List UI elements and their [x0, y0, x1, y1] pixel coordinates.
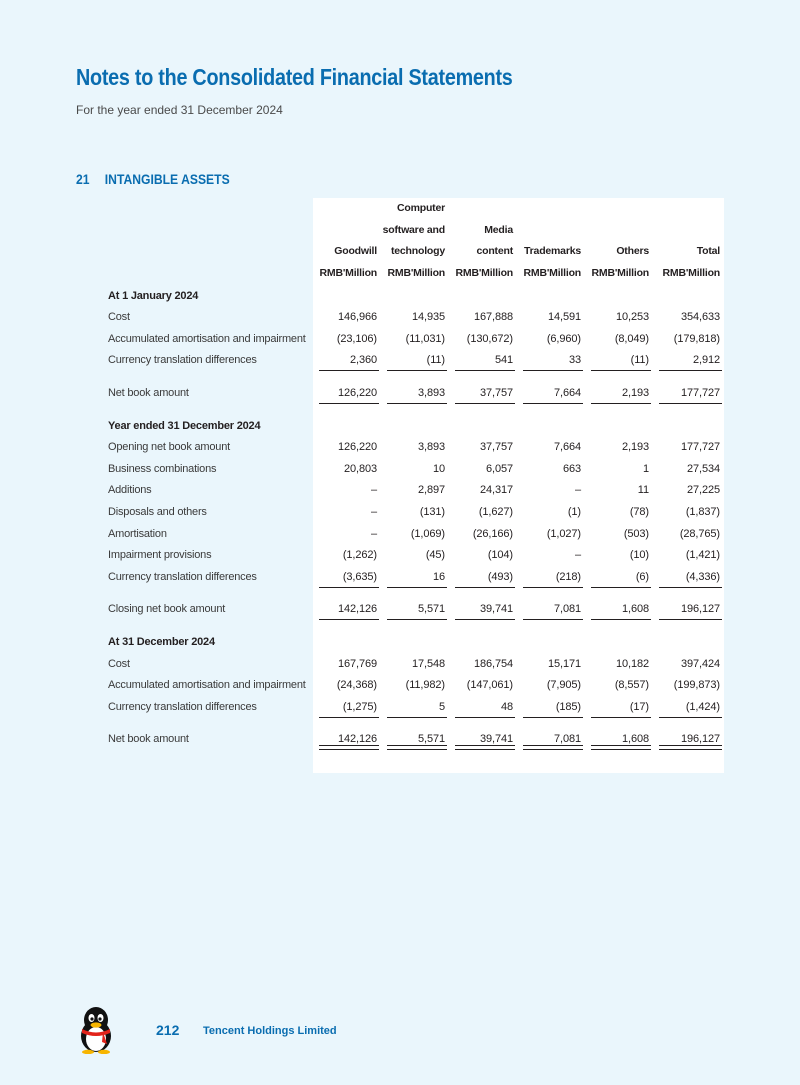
value-cell: 5,571 [381, 599, 449, 621]
column-header-line [517, 198, 581, 220]
value-cell: (10) [629, 549, 649, 562]
column-header-trademarks [517, 198, 585, 285]
value-cell [585, 631, 653, 653]
value-cell: (1,069) [410, 527, 445, 540]
value-cell: 126,220 [337, 441, 377, 454]
spacer-cell [104, 620, 724, 631]
column-header-line [585, 220, 649, 242]
value-cell: 7,664 [517, 382, 585, 404]
table-row [104, 653, 724, 675]
value-cell [313, 631, 381, 653]
column-header-unit: RMB'Million [523, 267, 581, 280]
column-header-total [653, 198, 724, 285]
row-label: Impairment provisions [108, 549, 212, 562]
row-label: Accumulated amortisation and impairment [108, 679, 306, 692]
spacer-cell [104, 371, 724, 382]
column-header-line: Others [616, 245, 649, 258]
column-header-line: Goodwill [334, 245, 377, 258]
value-cell: – [574, 484, 581, 497]
value-cell: (199,873) [673, 679, 720, 692]
value-cell: (11) [381, 350, 449, 372]
table-row [104, 328, 724, 350]
column-header-line: Media [484, 223, 513, 236]
value-cell: 27,225 [686, 484, 720, 497]
value-cell: (1,424) [653, 696, 724, 718]
table-row [104, 436, 724, 458]
column-header-media-content [449, 198, 517, 285]
value-cell: 177,727 [653, 382, 724, 404]
value-cell: 39,741 [449, 729, 517, 751]
value-cell: 397,424 [680, 657, 720, 670]
value-cell: (45) [425, 549, 445, 562]
column-header-line: content [476, 245, 513, 258]
column-header-line: Computer [397, 202, 445, 214]
column-header-unit: RMB'Million [662, 267, 720, 280]
value-cell: (1) [567, 505, 581, 518]
value-cell: 20,803 [343, 462, 377, 475]
value-cell: 10,253 [615, 311, 649, 324]
value-cell: (11,982) [405, 679, 445, 692]
value-cell: 663 [562, 462, 581, 475]
value-cell: (8,049) [614, 332, 649, 345]
value-cell: (6,960) [546, 332, 581, 345]
row-label: Disposals and others [108, 505, 207, 518]
value-cell: 5 [381, 696, 449, 718]
column-header-unit: RMB'Million [455, 267, 513, 280]
value-cell: (28,765) [679, 527, 720, 540]
spacer-cell [104, 588, 724, 599]
value-cell: 2,360 [313, 350, 381, 372]
value-cell: (26,166) [472, 527, 513, 540]
column-header-others [585, 198, 653, 285]
value-cell: (1,027) [546, 527, 581, 540]
value-cell: 39,741 [449, 599, 517, 621]
value-cell: 146,966 [337, 311, 377, 324]
value-cell [517, 285, 585, 307]
value-cell [653, 415, 724, 437]
value-cell [585, 415, 653, 437]
value-cell: (23,106) [336, 332, 377, 345]
table-group-row [104, 631, 724, 653]
row-label: Net book amount [108, 386, 189, 399]
value-cell: 33 [517, 350, 585, 372]
spacer-row [104, 718, 724, 729]
row-label: Business combinations [108, 462, 217, 475]
header-label-cell [104, 198, 313, 285]
value-cell [313, 285, 381, 307]
value-cell: (503) [623, 527, 649, 540]
value-cell: (11) [585, 350, 653, 372]
value-cell: 15,171 [547, 657, 581, 670]
column-header-unit: RMB'Million [591, 267, 649, 280]
value-cell [449, 285, 517, 307]
column-header-line: Trademarks [524, 245, 581, 258]
value-cell [585, 285, 653, 307]
value-cell: 2,193 [621, 441, 649, 454]
page-subtitle: For the year ended 31 December 2024 [76, 103, 283, 117]
column-header-line: Total [696, 245, 720, 258]
value-cell: 37,757 [449, 382, 517, 404]
value-cell [517, 631, 585, 653]
value-cell: 3,893 [417, 441, 445, 454]
table-row [104, 458, 724, 480]
value-cell: 1,608 [585, 729, 653, 751]
table-row [104, 501, 724, 523]
value-cell: 126,220 [313, 382, 381, 404]
value-cell [449, 631, 517, 653]
value-cell: 11 [637, 484, 649, 497]
value-cell: – [370, 505, 377, 518]
section-title: INTANGIBLE ASSETS [104, 172, 230, 187]
spacer-row [104, 404, 724, 415]
spacer-row [104, 371, 724, 382]
row-label: Closing net book amount [108, 603, 226, 616]
column-header-unit: RMB'Million [319, 267, 377, 280]
table-row [104, 544, 724, 566]
value-cell: 3,893 [381, 382, 449, 404]
value-cell: 5,571 [381, 729, 449, 751]
value-cell [381, 631, 449, 653]
value-cell: 167,888 [473, 311, 513, 324]
value-cell: 1 [642, 462, 649, 475]
value-cell: 16 [381, 566, 449, 588]
value-cell: 48 [449, 696, 517, 718]
column-header-line [449, 198, 513, 220]
value-cell: (8,557) [614, 679, 649, 692]
value-cell: 7,664 [553, 441, 581, 454]
value-cell: 354,633 [680, 311, 720, 324]
spacer-row [104, 588, 724, 599]
row-label: Year ended 31 December 2024 [108, 419, 261, 432]
row-label: Cost [108, 311, 130, 324]
value-cell: (131) [419, 505, 445, 518]
value-cell [449, 415, 517, 437]
column-header-line [517, 220, 581, 242]
table-row [104, 729, 724, 751]
table-row [104, 696, 724, 718]
spacer-row [104, 620, 724, 631]
table-group-row [104, 415, 724, 437]
footer-company-name: Tencent Holdings Limited [203, 1025, 337, 1037]
row-label: Net book amount [108, 733, 189, 746]
row-label: Amortisation [108, 527, 167, 540]
column-header-goodwill [313, 198, 381, 285]
value-cell: (4,336) [653, 566, 724, 588]
value-cell: (1,421) [685, 549, 720, 562]
column-header-line [653, 198, 720, 220]
value-cell: (24,368) [336, 679, 377, 692]
value-cell: – [370, 527, 377, 540]
row-label: Opening net book amount [108, 441, 230, 454]
table-header-row [104, 198, 724, 285]
value-cell: (1,837) [685, 505, 720, 518]
value-cell: 196,127 [653, 599, 724, 621]
value-cell: (6) [585, 566, 653, 588]
table-group-row [104, 285, 724, 307]
table-row [104, 382, 724, 404]
column-header-line [313, 198, 377, 220]
row-label: Cost [108, 657, 130, 670]
row-label: At 1 January 2024 [108, 289, 199, 302]
row-label: Accumulated amortisation and impairment [108, 332, 306, 345]
value-cell [381, 285, 449, 307]
value-cell: 167,769 [337, 657, 377, 670]
value-cell: 14,591 [547, 311, 581, 324]
value-cell: (185) [517, 696, 585, 718]
value-cell: (1,275) [313, 696, 381, 718]
row-label: Currency translation differences [108, 570, 257, 583]
value-cell: 186,754 [473, 657, 513, 670]
value-cell: (218) [517, 566, 585, 588]
value-cell: (17) [585, 696, 653, 718]
value-cell: 27,534 [686, 462, 720, 475]
page-number: 212 [156, 1022, 180, 1038]
table-row [104, 350, 724, 372]
page-title: Notes to the Consolidated Financial Statements [76, 64, 513, 90]
row-label: Currency translation differences [108, 354, 257, 367]
value-cell: 7,081 [517, 729, 585, 751]
row-label: At 31 December 2024 [108, 635, 215, 648]
value-cell: – [370, 484, 377, 497]
value-cell: (104) [487, 549, 513, 562]
value-cell [517, 415, 585, 437]
value-cell: (179,818) [673, 332, 720, 345]
value-cell: 37,757 [479, 441, 513, 454]
value-cell: – [574, 549, 581, 562]
value-cell: 142,126 [313, 729, 381, 751]
section-number: 21 [76, 172, 90, 187]
spacer-cell [104, 718, 724, 729]
value-cell: 17,548 [411, 657, 445, 670]
value-cell: 2,912 [653, 350, 724, 372]
table-row [104, 523, 724, 545]
column-header-line: software and [382, 223, 445, 236]
value-cell: 2,193 [585, 382, 653, 404]
column-header-line [653, 220, 720, 242]
value-cell [653, 631, 724, 653]
value-cell: 6,057 [485, 462, 513, 475]
section-heading [76, 172, 230, 187]
value-cell: (78) [629, 505, 649, 518]
row-label: Currency translation differences [108, 700, 257, 713]
value-cell: (11,031) [405, 332, 445, 345]
value-cell: 142,126 [313, 599, 381, 621]
value-cell: 541 [449, 350, 517, 372]
value-cell: 177,727 [680, 441, 720, 454]
column-header-unit: RMB'Million [387, 267, 445, 280]
value-cell [653, 285, 724, 307]
column-header-line [313, 220, 377, 242]
spacer-cell [104, 404, 724, 415]
table-row [104, 674, 724, 696]
value-cell: 10 [432, 462, 445, 475]
column-header-line [585, 198, 649, 220]
value-cell: (7,905) [546, 679, 581, 692]
value-cell: 7,081 [517, 599, 585, 621]
value-cell: (147,061) [466, 679, 513, 692]
column-header-line: technology [390, 245, 445, 258]
value-cell: 2,897 [417, 484, 445, 497]
value-cell: (1,262) [342, 549, 377, 562]
column-header-software [381, 198, 449, 285]
penguin-icon [76, 1006, 116, 1054]
intangible-assets-table [104, 198, 724, 750]
value-cell: 196,127 [653, 729, 724, 751]
value-cell: 24,317 [479, 484, 513, 497]
value-cell: (130,672) [466, 332, 513, 345]
value-cell: (3,635) [313, 566, 381, 588]
value-cell: 1,608 [585, 599, 653, 621]
value-cell: 10,182 [615, 657, 649, 670]
value-cell: 14,935 [411, 311, 445, 324]
value-cell: (1,627) [478, 505, 513, 518]
value-cell [313, 415, 381, 437]
table-row [104, 480, 724, 502]
table-row [104, 306, 724, 328]
value-cell: (493) [449, 566, 517, 588]
table-row [104, 566, 724, 588]
value-cell [381, 415, 449, 437]
table-row [104, 599, 724, 621]
row-label: Additions [108, 484, 152, 497]
